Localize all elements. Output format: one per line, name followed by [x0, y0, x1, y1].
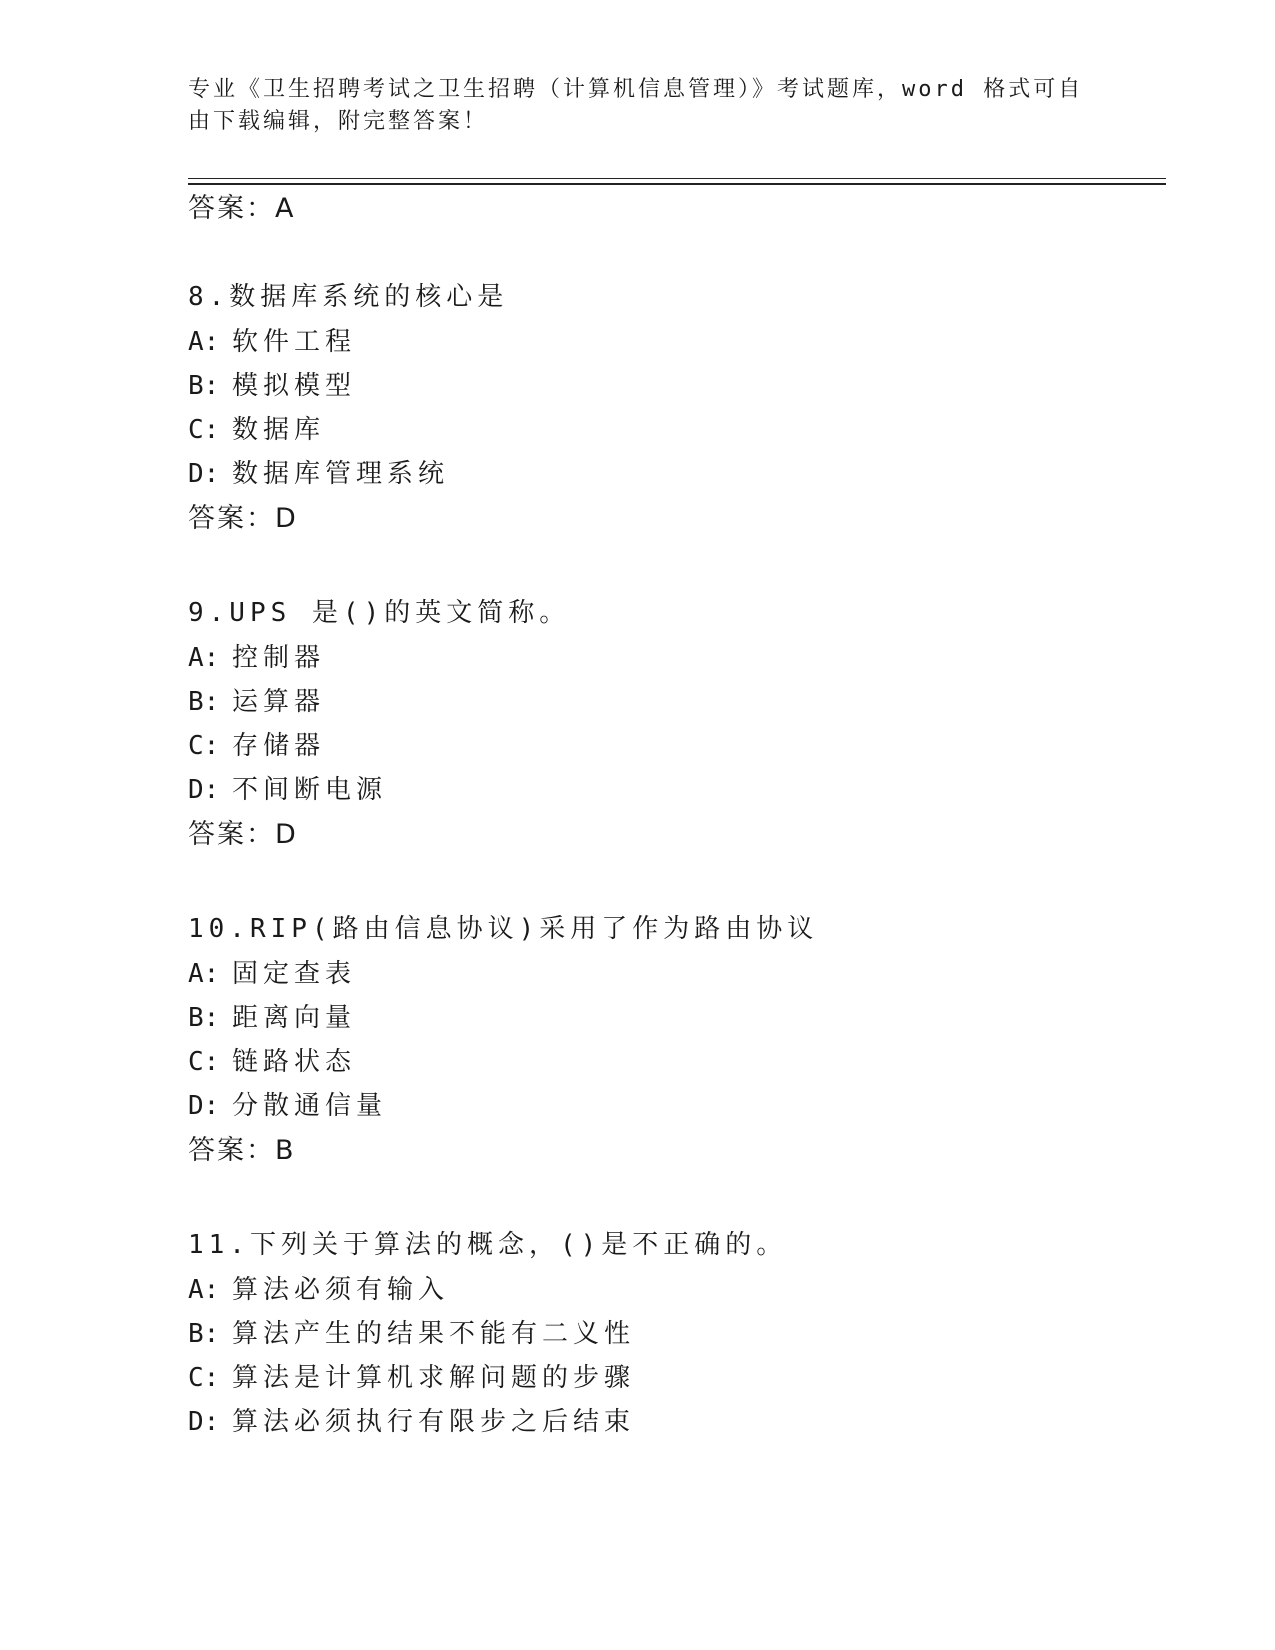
option-key: A:: [188, 327, 220, 357]
option-text: 固定查表: [232, 959, 357, 989]
option-11-b: [188, 1317, 635, 1351]
question-stem-11: 11.下列关于算法的概念，()是不正确的。: [188, 1230, 788, 1260]
option-text: 数据库管理系统: [232, 459, 450, 489]
answer-value: A: [275, 193, 296, 224]
answer-value: D: [275, 503, 298, 534]
answer-line-9: [188, 818, 298, 852]
answer-label: 答案：: [188, 819, 275, 850]
answer-value: B: [275, 1135, 296, 1166]
option-text: 模拟模型: [232, 371, 357, 401]
option-text: 链路状态: [232, 1047, 357, 1077]
option-10-d: [188, 1089, 387, 1123]
option-text: 运算器: [232, 687, 326, 717]
option-key: D:: [188, 459, 220, 489]
option-10-b: [188, 1001, 356, 1035]
option-9-d: [188, 773, 387, 807]
question-stem-8: 8.数据库系统的核心是: [188, 282, 509, 312]
option-key: B:: [188, 371, 220, 401]
option-key: D:: [188, 1407, 220, 1437]
answer-label: 答案：: [188, 503, 275, 534]
answer-value: D: [275, 819, 298, 850]
answer-line-10: [188, 1134, 296, 1168]
option-text: 算法必须有输入: [232, 1275, 450, 1305]
option-key: B:: [188, 1319, 220, 1349]
option-11-a: [188, 1273, 449, 1307]
answer-line-prev: [188, 192, 295, 226]
question-stem-10: 10.RIP(路由信息协议)采用了作为路由协议: [188, 914, 819, 944]
option-9-a: [188, 641, 325, 675]
option-11-d: [188, 1405, 635, 1439]
option-text: 控制器: [232, 643, 326, 673]
option-8-c: [188, 413, 325, 447]
option-key: C:: [188, 1363, 220, 1393]
option-9-c: [188, 729, 325, 763]
option-11-c: [188, 1361, 635, 1395]
option-text: 距离向量: [232, 1003, 357, 1033]
option-8-a: [188, 325, 356, 359]
option-text: 不间断电源: [232, 775, 388, 805]
option-text: 算法是计算机求解问题的步骤: [232, 1363, 636, 1393]
option-text: 算法产生的结果不能有二义性: [232, 1319, 636, 1349]
header-divider-thin: [188, 178, 1166, 179]
option-key: A:: [188, 959, 220, 989]
option-text: 存储器: [232, 731, 326, 761]
answer-label: 答案：: [188, 1135, 275, 1166]
question-stem-9: 9.UPS 是()的英文简称。: [188, 598, 571, 628]
option-key: A:: [188, 643, 220, 673]
header-line-2: 由下载编辑，附完整答案！: [188, 109, 489, 134]
option-10-a: [188, 957, 356, 991]
option-text: 分散通信量: [232, 1091, 388, 1121]
document-header: [188, 74, 1088, 138]
answer-label: 答案：: [188, 193, 275, 224]
answer-line-8: [188, 502, 298, 536]
option-key: A:: [188, 1275, 220, 1305]
option-10-c: [188, 1045, 356, 1079]
option-9-b: [188, 685, 325, 719]
option-8-d: [188, 457, 449, 491]
header-divider-thick: [188, 183, 1166, 185]
option-key: C:: [188, 1047, 220, 1077]
option-text: 软件工程: [232, 327, 357, 357]
option-8-b: [188, 369, 356, 403]
header-line-1: 专业《卫生招聘考试之卫生招聘（计算机信息管理）》考试题库，word 格式可自: [188, 77, 1084, 102]
option-key: D:: [188, 1091, 220, 1121]
option-key: C:: [188, 415, 220, 445]
option-text: 数据库: [232, 415, 326, 445]
option-text: 算法必须执行有限步之后结束: [232, 1407, 636, 1437]
option-key: B:: [188, 687, 220, 717]
option-key: D:: [188, 775, 220, 805]
option-key: C:: [188, 731, 220, 761]
option-key: B:: [188, 1003, 220, 1033]
